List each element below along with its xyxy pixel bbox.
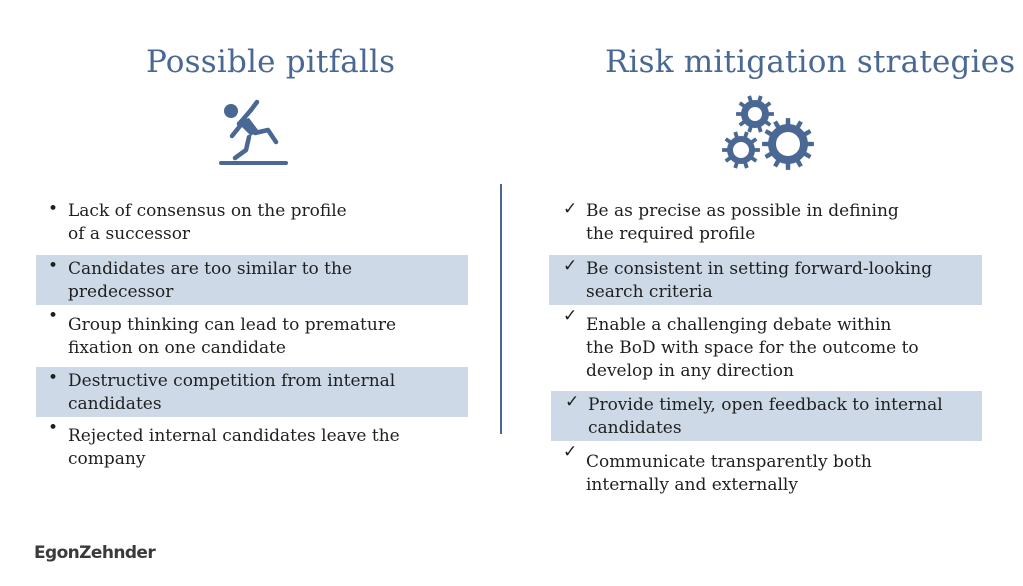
pitfall-text: Candidates are too similar to the predecessor [68, 259, 353, 302]
gear-shape [722, 131, 760, 168]
strategy-item [549, 198, 982, 255]
pitfall-text: Destructive competition from internal candidates [68, 371, 396, 414]
checkmark-icon: ✓ [563, 306, 578, 326]
strategy-text: Provide timely, open feedback to internal candidates [588, 395, 943, 438]
pitfall-text: Rejected internal candidates leave the company [68, 426, 400, 469]
pitfall-item [36, 255, 468, 305]
strategy-item [549, 255, 982, 305]
strategy-text: Be consistent in setting forward-looking search criteria [586, 259, 933, 302]
pitfall-text: Group thinking can lead to premature fixation on one candidate [68, 315, 397, 358]
bullet-marker: • [48, 199, 59, 219]
pitfall-item [36, 417, 468, 471]
strategy-item [549, 305, 982, 391]
strategy-text: Enable a challenging debate within the BoD with space for the outcome to develop in any direction [586, 315, 919, 381]
pitfalls-title: Possible pitfalls [146, 44, 396, 80]
pitfall-item [36, 367, 468, 417]
gear-shape [736, 95, 774, 132]
bullet-marker: • [48, 306, 59, 326]
gear-shape [762, 118, 814, 170]
strategy-text: Be as precise as possible in defining the required profile [586, 201, 899, 244]
checkmark-icon: ✓ [563, 256, 578, 276]
strategy-text: Communicate transparently both internally and externally [586, 452, 872, 495]
slipping-person-icon [218, 98, 292, 168]
bullet-marker: • [48, 418, 59, 438]
pitfall-item [36, 198, 468, 255]
strategies-title: Risk mitigation strategies [605, 44, 1016, 80]
column-divider [500, 184, 502, 434]
company-logo: EgonZehnder [34, 543, 156, 563]
pitfalls-list [36, 198, 468, 471]
pitfall-text: Lack of consensus on the profile of a successor [68, 201, 347, 244]
checkmark-icon: ✓ [563, 199, 578, 219]
strategy-item [551, 391, 982, 441]
strategy-item [549, 441, 982, 497]
bullet-marker: • [48, 256, 59, 276]
pitfall-item [36, 305, 468, 367]
gears-icon [721, 94, 815, 172]
bullet-marker: • [48, 368, 59, 388]
strategies-list [549, 198, 982, 497]
checkmark-icon: ✓ [563, 442, 578, 462]
checkmark-icon: ✓ [565, 392, 580, 412]
